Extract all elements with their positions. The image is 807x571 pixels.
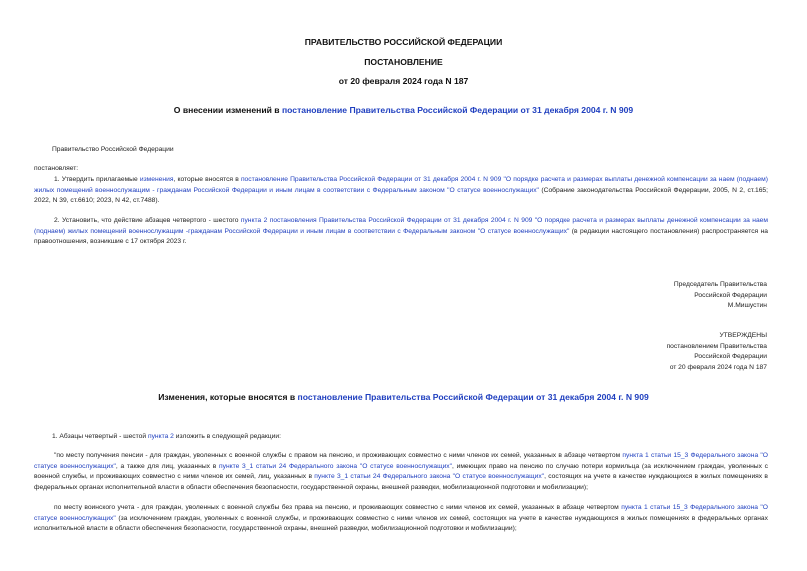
item1-text-3: (Собрание законодательства Российской Федерации, 2005, N 2, ст.165; 2022, N 39, ст.6610; 2023, N 42, ст.7488). [34,186,768,205]
quote2-text-2: (за исключением граждан, уволенных с военной службы, и проживающих совместно с ними членов их семей, состоящих на учете в качестве нуждающихся в жилых помещениях в федеральных органах исполнительной власти в области обеспечения безопасности, государственной охраны, внешней разведки, мобилизационной подготовки и мобилизации); [34,514,768,533]
government-header: ПРАВИТЕЛЬСТВО РОССИЙСКОЙ ФЕДЕРАЦИИ [304,37,503,47]
signature-block [674,280,767,312]
quote1-law-link-2[interactable]: пункте 3_1 статьи 24 Федерального закона "О статусе военнослужащих" [218,462,453,470]
approval-line-1: УТВЕРЖДЕНЫ [719,332,767,339]
title-prefix: О внесении изменений в [173,105,282,115]
signature-line-1: Председатель Правительства [673,281,767,288]
preamble-resolves: постановляет: [34,165,79,172]
changes-title-prefix: Изменения, которые вносятся в [158,392,298,402]
quote1-law-link-1[interactable]: пункта 1 статьи 15_3 Федерального закона "О статусе военнослужащих" [34,452,768,470]
quote2-law-link[interactable]: пункта 1 статьи 15_3 Федерального закона "О статусе военнослужащих" [34,504,769,522]
item1-text-2: , которые вносятся в [173,176,241,183]
approval-line-3: Российской Федерации [694,353,767,361]
changes-title-link[interactable]: постановление Правительства Российской Федерации от 31 декабря 2004 г. N 909 [297,392,649,402]
item2-text-1: 2. Установить, что действие абзацев четвертого - шестого [54,217,241,224]
item-2 [34,216,768,248]
change1-text-1: 1. Абзацы четвертый - шестой [52,433,148,440]
changes-title [0,392,807,402]
quote2-text-1: по месту воинского учета - для граждан, уволенных с военной службы без права на пенсию, и проживающих совместно с ними членов их семей, указанных в абзаце четвертом [54,504,622,511]
change1-text-2: изложить в следующей редакции: [173,433,281,440]
quote-paragraph-2 [34,503,768,535]
quote1-law-link-3[interactable]: пункте 3_1 статьи 24 Федерального закона "О статусе военнослужащих" [314,473,545,481]
item1-resolution-link[interactable]: постановление Правительства Российской Федерации от 31 декабря 2004 г. N 909 "О порядке расчета и размерах выплаты денежной компенсации за наем (поднаем) жилых помещений военнослужащим - гражданам Российской Федерации и иным лицам в соответствии с Федеральным законом "О статусе военнослужащих" [34,176,768,194]
approval-line-4: от 20 февраля 2024 года N 187 [669,363,767,371]
quote-paragraph-1 [34,451,768,493]
signature-name: М.Мишустин [727,302,767,310]
change-1 [52,432,281,443]
quote1-text-1: "по месту получения пенсии - для граждан, уволенных с военной службы с правом на пенсию, и проживающих совместно с ними членов их семей, указанных в абзаце четвертом [54,452,623,459]
item1-changes-link[interactable]: изменения [139,176,174,183]
signature-line-2: Российской Федерации [694,291,767,299]
quote1-text-3: , имеющих право на пенсию по случаю потери кормильца (за исключением граждан, уволенных с военной службы, и проживающих совместно с ними членов их семей, лиц, указанных в [34,462,768,481]
quote1-text-4: , состоящих на учете в качестве нуждающихся в жилых помещениях в федеральных органах исполнительной власти в области обеспечения безопасности, государственной охраны, внешней разведки, мобилизационной подготовки и мобилизации); [34,473,768,491]
item2-text-2: (в редакции настоящего постановления) распространяется на правоотношения, возникшие с 17 октября 2023 г. [34,227,769,246]
document-title [0,105,807,115]
change1-paragraph-link[interactable]: пункта 2 [147,433,174,440]
item1-text-1: 1. Утвердить прилагаемые [54,176,140,183]
quote1-text-2: , а также для лиц, указанных в [115,462,219,470]
item2-resolution-link[interactable]: пункта 2 постановления Правительства Российской Федерации от 31 декабря 2004 г. N 909 "О порядке расчета и размерах выплаты денежной компенсации за наем (поднаем) жилых помещений военнослужащим -гражданам Российской Федерации и иным лицам в соответствии с Федеральным законом "О статусе военнослужащих" [34,217,768,235]
title-link[interactable]: постановление Правительства Российской Федерации от 31 декабря 2004 г. N 909 [281,105,634,115]
document-date-number: от 20 февраля 2024 года N 187 [338,76,469,86]
approval-line-2: постановлением Правительства [666,342,767,350]
preamble-issuer: Правительство Российской Федерации [52,146,174,153]
document-type: ПОСТАНОВЛЕНИЕ [364,57,443,67]
approval-block [667,331,767,373]
item-1 [34,175,768,207]
